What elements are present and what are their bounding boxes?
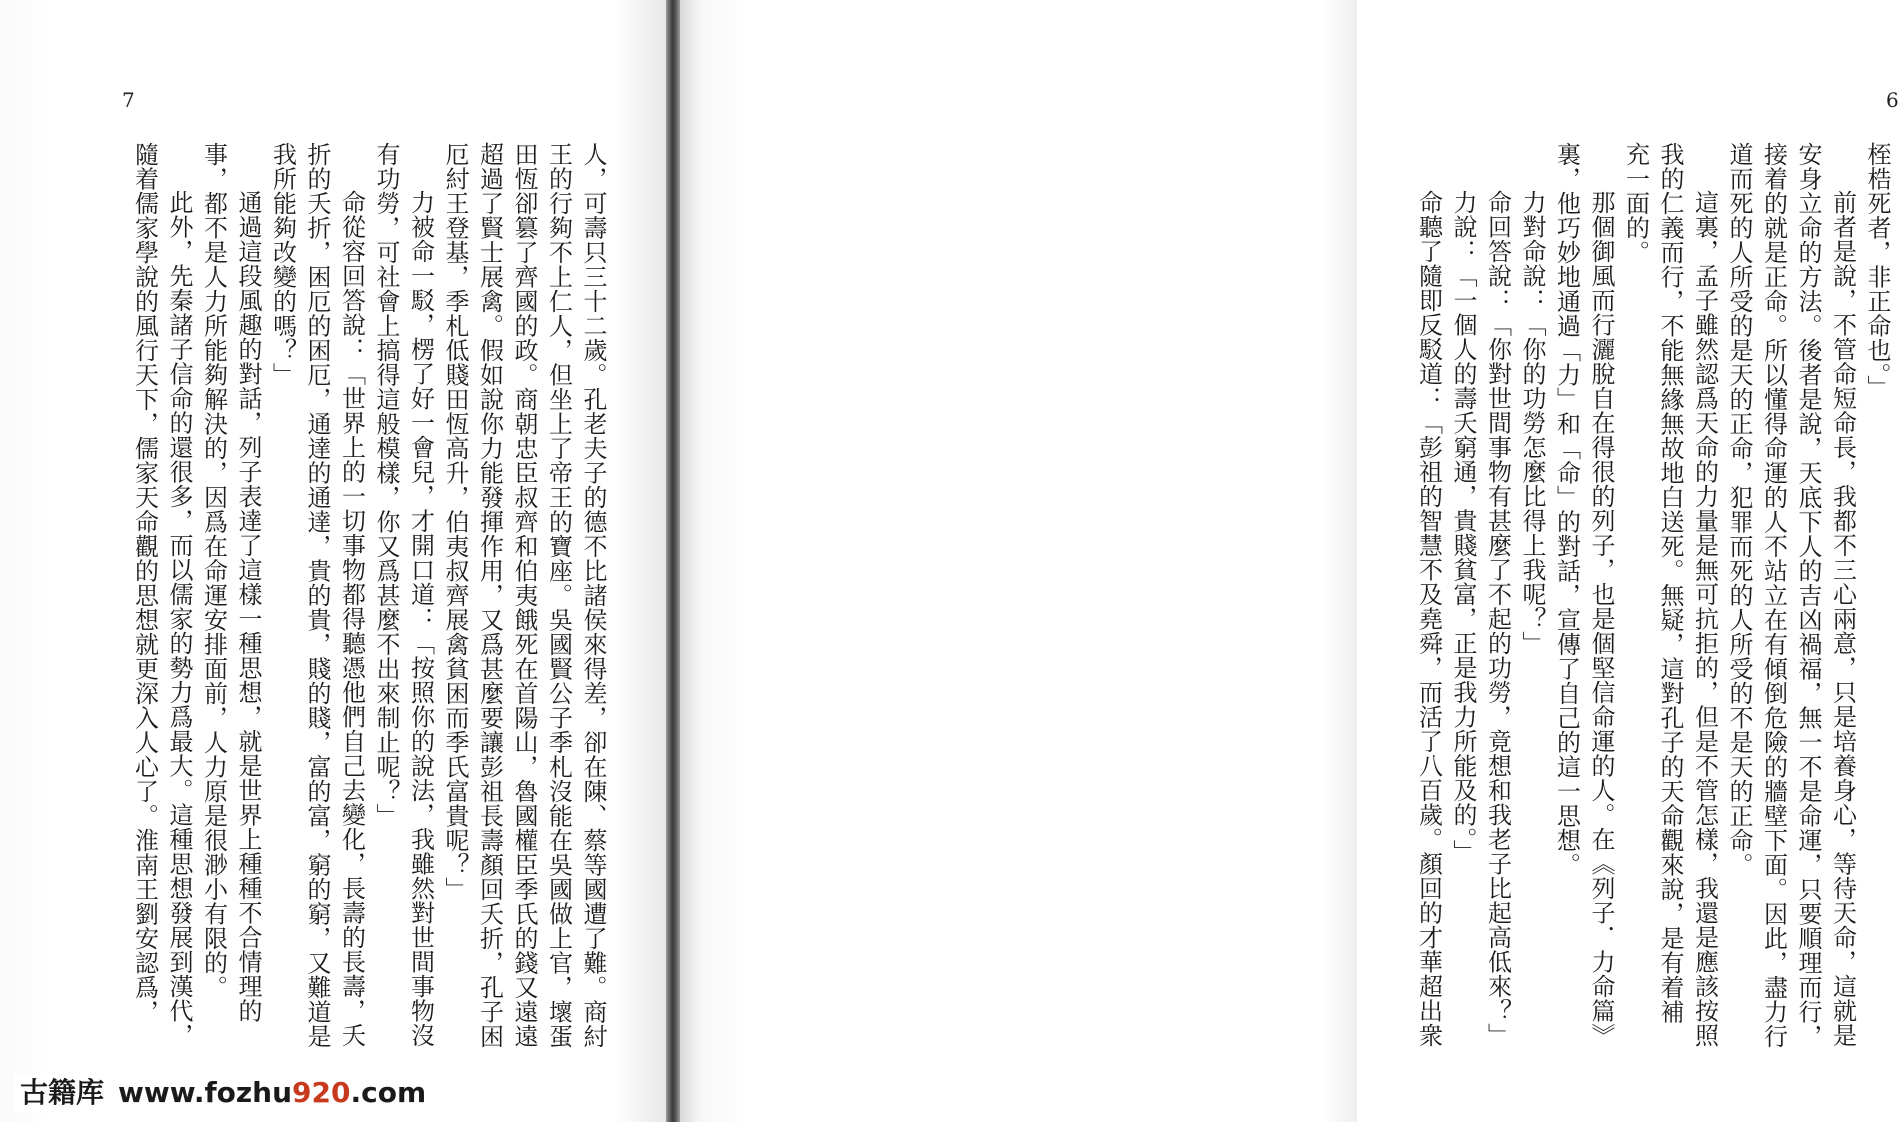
text-column: 這裏，孟子雖然認爲天命的力量是無可抗拒的，但是不管怎樣，我還是應該按照: [1690, 190, 1719, 1048]
text-column: 那個御風而行灑脫自在得很的列子，也是個堅信命運的人。在《列子．力命篇》: [1587, 190, 1615, 1048]
text-column: 通過這段風趣的對話，列子表達了這樣一種思想，就是世界上種種不合情理的: [234, 190, 262, 1023]
text-column: 田恆卻篡了齊國的政。商朝忠臣叔齊和伯夷餓死在首陽山，魯國權臣季氏的錢又遠遠: [510, 142, 538, 1049]
text-column: 人，可壽只三十二歲。孔老夫子的德不比諸侯來得差，卻在陳、蔡等國遭了難。商紂: [579, 142, 607, 1049]
text-column: 此外，先秦諸子信命的還很多，而以儒家的勢力爲最大。這種思想發展到漢代，: [165, 190, 193, 1048]
text-column: 事，都不是人力所能夠解決的，因爲在命運安排面前，人力原是很渺小有限的。: [199, 142, 228, 1000]
text-column: 桎梏死者，非正命也。」: [1863, 142, 1891, 400]
text-column: 前者是說，不管命短命長，我都不三心兩意，只是培養身心，等待天命，這就是: [1828, 190, 1857, 1048]
text-column: 我所能夠改變的嗎？」: [268, 142, 297, 387]
text-column: 命聽了隨即反駁道：「彭祖的智慧不及堯舜，而活了八百歲。顏回的才華超出衆: [1414, 190, 1443, 1048]
site-watermark: [14, 1074, 432, 1112]
watermark-brand: 古籍库: [20, 1076, 105, 1109]
text-column: 厄紂王登基，季札低賤田恆高升，伯夷叔齊展禽貧困而季氏富貴呢？」: [441, 142, 469, 902]
text-column: 裏，他巧妙地通過「力」和「命」的對話，宣傳了自己的這一思想。: [1552, 142, 1581, 877]
watermark-url-prefix: www.fozhu: [118, 1076, 293, 1109]
right-page: [680, 0, 1899, 1122]
text-column: 超過了賢士展禽。假如說你力能發揮作用，又爲甚麼要讓彭祖長壽顏回夭折，孔子困: [475, 142, 504, 1049]
page-number-right: 6: [1886, 88, 1899, 112]
text-column: 道而死的人所受的是天的正命，犯罪而死的人所受的不是天的正命。: [1725, 142, 1753, 877]
text-column: 隨着儒家學說的風行天下，儒家天命觀的思想就更深入人心了。淮南王劉安認爲，: [130, 142, 159, 1024]
text-column: 折的夭折，困厄的困厄，通達的通達，貴的貴，賤的賤，富的富，窮的窮，又難道是: [303, 142, 331, 1049]
page-number-left: 7: [122, 88, 135, 112]
text-column: 命回答說：「你對世間事物有甚麼了不起的功勞，竟想和我老子比起高低來？」: [1483, 190, 1512, 1048]
right-page-body-text: [1414, 142, 1894, 1062]
text-column: 安身立命的方法。後者是說，天底下人的吉凶禍福，無一不是命運，只要順理而行，: [1794, 142, 1822, 1049]
text-column: 有功勞，可社會上搞得這般模樣，你又爲甚麼不出來制止呢？」: [372, 142, 400, 828]
left-page: [0, 0, 668, 1122]
text-column: 力說：「一個人的壽夭窮通，貴賤貧富，正是我力所能及的。」: [1449, 190, 1477, 864]
text-column: 力對命說：「你的功勞怎麼比得上我呢？」: [1518, 190, 1546, 656]
text-column: 力被命一駁，楞了好一會兒，才開口道：「按照你的說法，我雖然對世間事物沒: [406, 190, 435, 1048]
watermark-url-number: 920: [292, 1076, 351, 1109]
text-column: 命從容回答說：「世界上的一切事物都得聽憑他們自己去變化，長壽的長壽，夭: [337, 190, 366, 1048]
text-column: 王的行夠不上仁人，但坐上了帝王的寶座。吳國賢公子季札沒能在吳國做上官，壞蛋: [544, 142, 573, 1049]
watermark-url-suffix: .com: [350, 1076, 427, 1109]
left-page-body-text: [110, 142, 610, 1062]
text-column: 接着的就是正命。所以懂得命運的人不站立在有傾倒危險的牆壁下面。因此，盡力行: [1759, 142, 1788, 1049]
text-column: 我的仁義而行，不能無緣無故地白送死。無疑，這對孔子的天命觀來說，是有着補: [1656, 142, 1684, 1024]
text-column: 充一面的。: [1621, 142, 1650, 265]
